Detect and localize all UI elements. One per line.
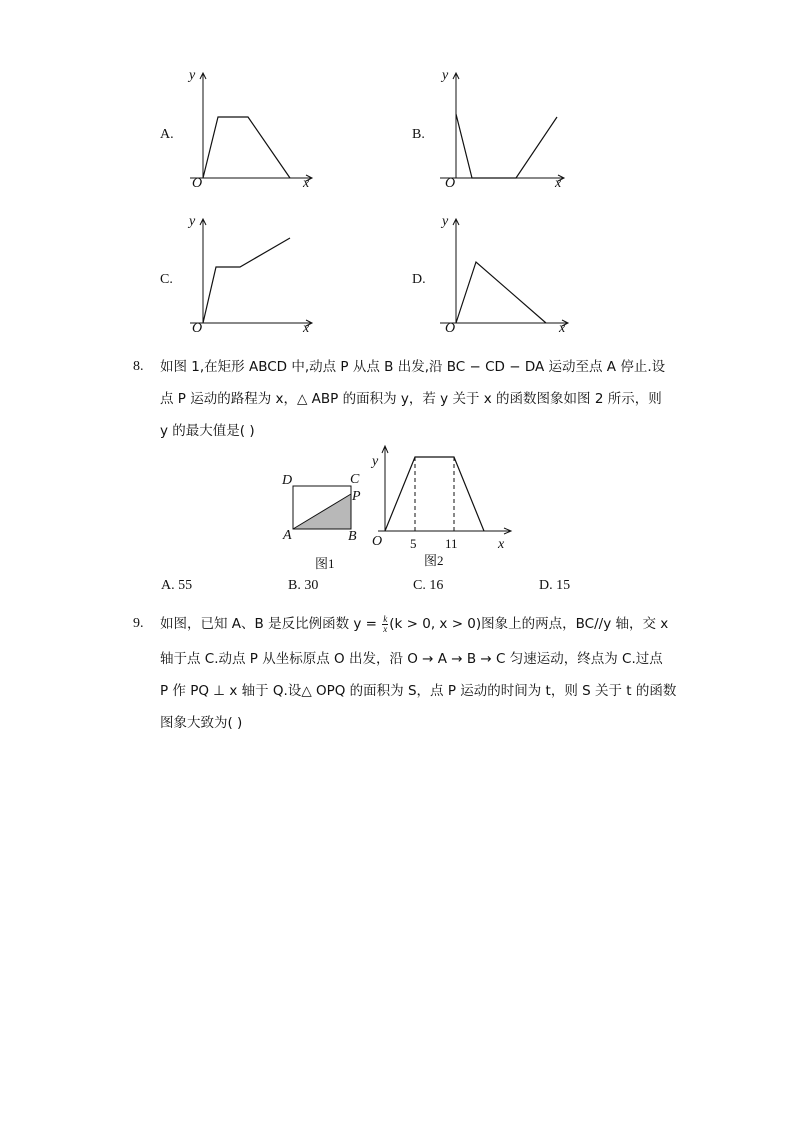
option-label: C. bbox=[413, 578, 426, 593]
tick-label-5: 5 bbox=[410, 536, 417, 551]
q8-figure-1 bbox=[276, 468, 366, 573]
graph-option-b bbox=[402, 62, 577, 197]
q8-text-line3: y 的最大值是( ) bbox=[160, 423, 255, 439]
q9-text-line4: 图象大致为( ) bbox=[160, 715, 243, 731]
origin-label: O bbox=[445, 321, 456, 336]
tick-label-11: 11 bbox=[445, 536, 458, 551]
axis-y-label: y bbox=[372, 454, 379, 469]
graph-option-c bbox=[150, 208, 320, 343]
q8-figure-2 bbox=[366, 443, 516, 571]
q8-text-line2: 点 P 运动的路程为 x，△ ABP 的面积为 y，若 y 关于 x 的函数图象如图 2 所示，则 bbox=[160, 391, 662, 407]
option-c-label: C. bbox=[160, 272, 173, 287]
figure-1-caption: 图1 bbox=[315, 556, 335, 571]
axis-x-label: x bbox=[303, 321, 310, 336]
figure-2-plot bbox=[366, 443, 516, 553]
graph-d-plot bbox=[402, 208, 577, 343]
option-d-label: D. bbox=[412, 272, 426, 287]
q8-option-b[interactable] bbox=[288, 577, 318, 595]
option-b-label: B. bbox=[412, 127, 425, 142]
axis-x-label: x bbox=[555, 176, 562, 191]
option-value: 15 bbox=[556, 578, 571, 593]
axis-y-label: y bbox=[189, 68, 196, 83]
option-label: B. bbox=[288, 578, 301, 593]
origin-label: O bbox=[372, 534, 383, 549]
axis-y-label: y bbox=[189, 214, 196, 229]
q9-line1-part-b: (k > 0, x > 0)图象上的两点，BC//y 轴，交 x bbox=[389, 616, 669, 632]
q8-text-line1: 如图 1,在矩形 ABCD 中,动点 P 从点 B 出发,沿 BC − CD − DA 运动至点 A 停止.设 bbox=[160, 359, 666, 375]
vertex-a-label: A bbox=[283, 528, 292, 543]
axis-x-label: x bbox=[498, 537, 505, 552]
graph-b-plot bbox=[402, 62, 577, 197]
q8-option-a[interactable] bbox=[161, 577, 192, 595]
option-label: A. bbox=[161, 578, 175, 593]
vertex-b-label: B bbox=[348, 529, 357, 544]
q9-line1-part-a: 如图，已知 A、B 是反比例函数 y = bbox=[160, 616, 377, 632]
q8-option-d[interactable] bbox=[539, 577, 570, 595]
fraction-denominator: x bbox=[383, 623, 388, 634]
q9-text-line2: 轴于点 C.动点 P 从坐标原点 O 出发，沿 O → A → B → C 匀速运动，终点为 C.过点 bbox=[160, 651, 663, 667]
q8-option-c[interactable] bbox=[413, 577, 443, 595]
graph-option-d bbox=[402, 208, 577, 343]
option-label: D. bbox=[539, 578, 553, 593]
option-value: 55 bbox=[178, 578, 193, 593]
graph-c-plot bbox=[150, 208, 320, 343]
q8-number: 8. bbox=[133, 359, 144, 374]
option-value: 30 bbox=[304, 578, 319, 593]
vertex-c-label: C bbox=[350, 472, 360, 487]
q9-number: 9. bbox=[133, 616, 144, 631]
point-p-label: P bbox=[352, 489, 361, 504]
fraction-k-over-x bbox=[382, 615, 388, 634]
axis-x-label: x bbox=[303, 176, 310, 191]
origin-label: O bbox=[192, 176, 203, 191]
origin-label: O bbox=[445, 176, 456, 191]
q9-text-line3: P 作 PQ ⊥ x 轴于 Q.设△ OPQ 的面积为 S，点 P 运动的时间为 t，则 S 关于 t 的函数 bbox=[160, 683, 677, 699]
axis-y-label: y bbox=[442, 68, 449, 83]
q9-text-line1 bbox=[160, 614, 680, 634]
fraction-numerator: k bbox=[383, 613, 388, 624]
vertex-d-label: D bbox=[282, 473, 293, 488]
origin-label: O bbox=[192, 321, 203, 336]
axis-y-label: y bbox=[442, 214, 449, 229]
figure-2-caption: 图2 bbox=[424, 553, 444, 568]
graph-option-a bbox=[150, 62, 320, 197]
option-value: 16 bbox=[429, 578, 444, 593]
graph-a-plot bbox=[150, 62, 320, 197]
axis-x-label: x bbox=[559, 321, 566, 336]
option-a-label: A. bbox=[160, 127, 174, 142]
